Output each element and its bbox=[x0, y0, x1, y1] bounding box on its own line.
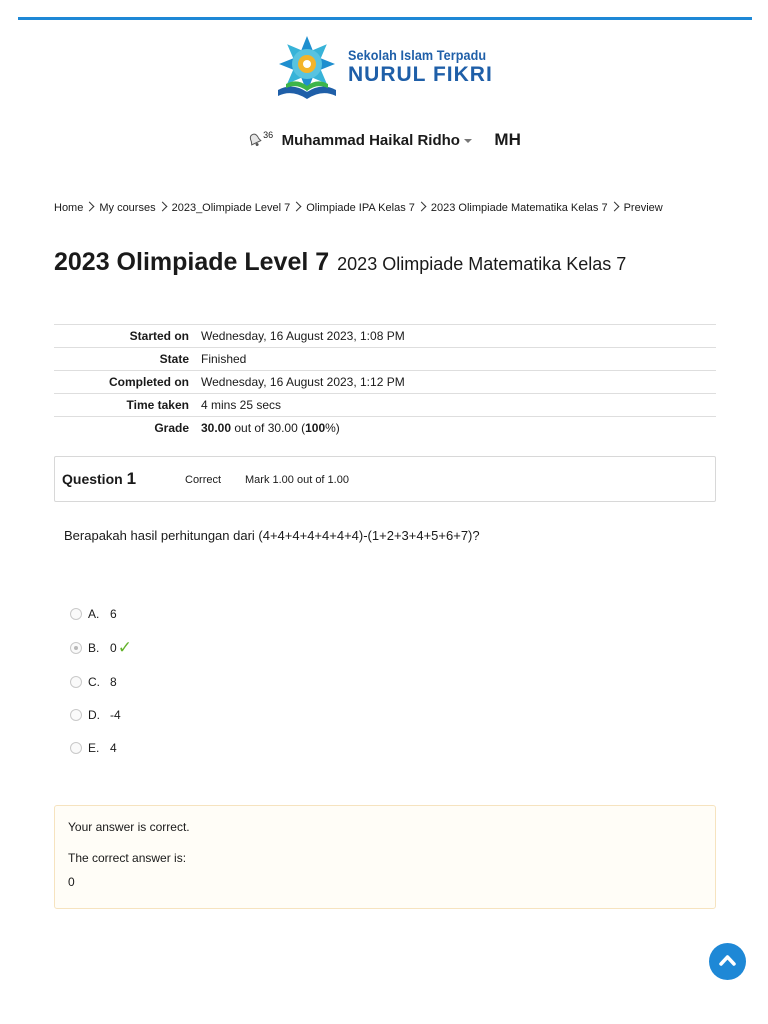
user-name[interactable]: Muhammad Haikal Ridho bbox=[281, 132, 460, 149]
breadcrumb-course[interactable]: 2023_Olimpiade Level 7 bbox=[171, 202, 291, 214]
breadcrumb-home[interactable]: Home bbox=[54, 202, 84, 214]
logo-subtitle: Sekolah Islam Terpadu bbox=[348, 47, 487, 63]
quiz-title: 2023 Olimpiade Matematika Kelas 7 bbox=[337, 254, 627, 274]
feedback-box bbox=[54, 805, 716, 909]
question-number: 1 bbox=[126, 469, 137, 488]
chevron-right-icon bbox=[157, 202, 167, 212]
completed-label: Completed on bbox=[54, 371, 201, 394]
feedback-general: Your answer is correct. bbox=[68, 820, 190, 834]
option-text: -4 bbox=[110, 708, 121, 722]
table-row bbox=[54, 371, 716, 394]
option-text: 4 bbox=[110, 741, 117, 755]
top-accent-bar bbox=[18, 17, 752, 20]
grade-end: %) bbox=[325, 421, 340, 435]
radio-button[interactable] bbox=[70, 608, 82, 620]
table-row bbox=[54, 325, 716, 348]
state-value: Finished bbox=[201, 348, 716, 371]
chevron-right-icon bbox=[85, 202, 95, 212]
option-letter: B. bbox=[88, 641, 100, 655]
question-heading bbox=[62, 469, 136, 489]
radio-button[interactable] bbox=[70, 676, 82, 688]
answer-option-e[interactable] bbox=[70, 741, 117, 755]
grade-mid: out of 30.00 ( bbox=[231, 421, 306, 435]
started-label: Started on bbox=[54, 325, 201, 348]
question-text: Berapakah hasil perhitungan dari (4+4+4+4+4+4+4)-(1+2+3+4+5+6+7)? bbox=[64, 528, 480, 543]
feedback-right-answer: 0 bbox=[68, 875, 75, 889]
logo-text bbox=[348, 47, 502, 87]
option-letter: C. bbox=[88, 675, 100, 689]
breadcrumb-section[interactable]: Olimpiade IPA Kelas 7 bbox=[306, 202, 415, 214]
table-row bbox=[54, 417, 716, 440]
check-icon: ✓ bbox=[117, 638, 132, 657]
feedback-right-answer-label: The correct answer is: bbox=[68, 851, 187, 865]
breadcrumb-my-courses[interactable]: My courses bbox=[99, 202, 156, 214]
question-label: Question bbox=[62, 471, 123, 487]
scroll-to-top-button[interactable] bbox=[709, 943, 746, 980]
time-label: Time taken bbox=[54, 394, 201, 417]
user-menu bbox=[0, 130, 768, 150]
question-mark: Mark 1.00 out of 1.00 bbox=[245, 474, 349, 486]
grade-label: Grade bbox=[54, 417, 201, 440]
logo-emblem-icon bbox=[272, 34, 342, 106]
time-value: 4 mins 25 secs bbox=[201, 394, 716, 417]
option-text: 0 bbox=[110, 641, 117, 655]
answer-option-a[interactable] bbox=[70, 607, 117, 621]
radio-button-selected[interactable] bbox=[70, 642, 82, 654]
caret-down-icon[interactable] bbox=[464, 139, 472, 143]
option-letter: D. bbox=[88, 708, 100, 722]
page-title bbox=[54, 248, 626, 277]
notification-count: 36 bbox=[263, 130, 274, 140]
school-logo[interactable] bbox=[272, 34, 502, 108]
chevron-right-icon bbox=[416, 202, 426, 212]
radio-button[interactable] bbox=[70, 709, 82, 721]
chevron-up-icon bbox=[718, 951, 737, 970]
question-state: Correct bbox=[185, 474, 222, 486]
option-letter: A. bbox=[88, 607, 100, 621]
grade-value bbox=[201, 417, 716, 440]
started-value: Wednesday, 16 August 2023, 1:08 PM bbox=[201, 325, 716, 348]
chevron-right-icon bbox=[292, 202, 302, 212]
logo-title: NURUL FIKRI bbox=[348, 63, 493, 86]
grade-percent: 100 bbox=[305, 421, 326, 435]
option-letter: E. bbox=[88, 741, 100, 755]
answer-option-d[interactable] bbox=[70, 708, 121, 722]
grade-score: 30.00 bbox=[201, 421, 232, 435]
breadcrumb bbox=[54, 202, 663, 214]
question-info-box bbox=[54, 456, 716, 502]
bell-icon[interactable] bbox=[247, 132, 263, 148]
radio-button[interactable] bbox=[70, 742, 82, 754]
attempt-summary-table bbox=[54, 324, 716, 439]
table-row bbox=[54, 348, 716, 371]
avatar[interactable]: MH bbox=[494, 130, 521, 149]
table-row bbox=[54, 394, 716, 417]
chevron-right-icon bbox=[609, 202, 619, 212]
breadcrumb-quiz[interactable]: 2023 Olimpiade Matematika Kelas 7 bbox=[430, 202, 608, 214]
breadcrumb-preview[interactable]: Preview bbox=[623, 202, 663, 214]
state-label: State bbox=[54, 348, 201, 371]
completed-value: Wednesday, 16 August 2023, 1:12 PM bbox=[201, 371, 716, 394]
answer-option-b[interactable] bbox=[70, 638, 132, 657]
option-text: 6 bbox=[110, 607, 117, 621]
answer-option-c[interactable] bbox=[70, 675, 117, 689]
option-text: 8 bbox=[110, 675, 117, 689]
course-title: 2023 Olimpiade Level 7 bbox=[54, 248, 330, 276]
